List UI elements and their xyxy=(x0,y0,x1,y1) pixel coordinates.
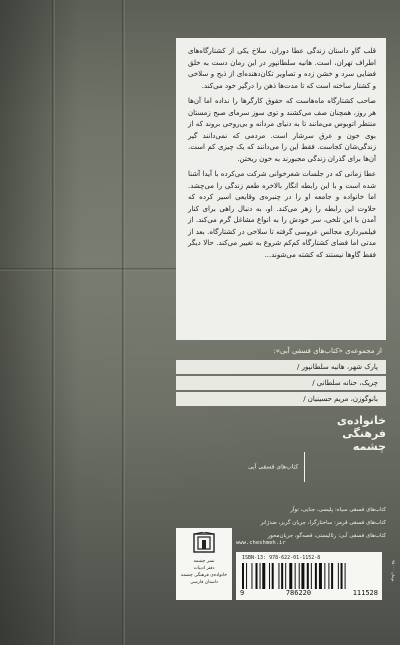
tile-seam xyxy=(52,0,55,645)
logo-line: چشمه xyxy=(352,440,386,453)
barcode-bar xyxy=(246,563,247,589)
tile-seam xyxy=(0,268,176,271)
barcode-bar xyxy=(281,563,283,589)
price-label: ۹۵۰۰۰ تومان xyxy=(391,560,396,582)
barcode-bar xyxy=(315,563,317,589)
isbn-text: ISBN-13: 978-622-01-1152-8 xyxy=(242,555,321,561)
blurb-paragraph: عطا زمانی که در جلسات شعرخوانی شرکت می‌کرده با آیدا آشنا شده است و با این رابطه انگار بالاخره طعم زندگی را می‌چشد. اما خانواده و جامعه او را در چنبره‌ی وقایعی اسیر کرده که حلاوت این رابطه را زهر می‌کند. او، به دنبال راهی برای کنار آمدن با این تلخی، سر خودش را به انواع مشاغل گرم می‌کند. از فیلمبرداری مجالس عروسی گرفته تا سلاخی در کشتارگاه. بعد از مدتی اما فضای کشتارگاه کم‌کم شروع به تغییر می‌کند. حالا دیگر فقط گاوها نیستند که کشته می‌شوند... xyxy=(188,170,376,259)
tile-seam xyxy=(122,0,125,645)
barcode-bar xyxy=(285,563,286,589)
blurb-paragraph: صاحب کشتارگاه ماه‌هاست که حقوق کارگرها را نداده اما آن‌ها هر روز، همچنان صف می‌کشند و توی سوز سرمای صبح زمستان منتظر اتوبوس می‌مانند تا به دنیای مردانه و بی‌روحی بروند که از بوی خون و عرق سرشار است. مردمی که نمی‌دانند گیر زندگی‌شان کجاست. فقط این را می‌دانند که یک چیزی کم است. آن‌ها برای گذران زندگی مجبورند به خون ریختن. xyxy=(188,97,376,163)
barcode-bar xyxy=(341,563,343,589)
barcode-bar xyxy=(262,563,265,589)
publisher-line: دفتر ادبیات xyxy=(193,566,215,571)
barcode-digit: 786220 xyxy=(285,589,312,597)
barcode-bar xyxy=(307,563,309,589)
divider xyxy=(304,452,305,482)
barcode-bar xyxy=(301,563,304,589)
credit-line: کتاب‌های فسقی آبی: رئالیستی، قصه‌گو، جریان‌محور xyxy=(267,533,386,539)
series-list xyxy=(176,344,386,408)
publisher-line: نشر چشمه xyxy=(193,559,215,564)
barcode-bar xyxy=(242,563,244,589)
barcode-icon xyxy=(242,563,376,589)
barcode-bar xyxy=(295,563,296,589)
series-item: پارک شهر، هانیه سلطانپور / xyxy=(176,360,386,374)
barcode-bar xyxy=(311,563,312,589)
credit-line: کتاب‌های فسقی سیاه: پلیسی، جنایی، نوآر xyxy=(290,507,386,513)
barcode-digit: 9 xyxy=(240,589,245,597)
barcode-bar xyxy=(269,563,270,589)
barcode-bar xyxy=(324,563,325,589)
credit-line: کتاب‌های فسقی قرمز: ساختارگرا، جریان گریز، ضدژانر xyxy=(260,520,386,526)
publisher-line: خانواده‌ی فرهنگی چشمه xyxy=(180,573,228,578)
barcode-bar xyxy=(251,563,252,589)
barcode-bar xyxy=(299,563,300,589)
barcode-bar xyxy=(319,563,322,589)
barcode-bar xyxy=(289,563,292,589)
barcode-panel xyxy=(236,552,382,600)
barcode-numbers xyxy=(240,589,378,597)
barcode-bar xyxy=(278,563,279,589)
barcode-bar xyxy=(338,563,339,589)
cheshmeh-icon xyxy=(192,532,216,554)
publisher-box xyxy=(176,528,232,600)
barcode-bar xyxy=(260,563,261,589)
publisher-logo xyxy=(330,414,386,474)
publisher-line: داستان فارسی xyxy=(190,580,218,585)
logo-line: فرهنگی xyxy=(342,427,386,440)
barcode-bar xyxy=(345,563,346,589)
publisher-website[interactable]: www.cheshmeh.ir xyxy=(236,540,286,546)
barcode-bar xyxy=(256,563,258,589)
barcode-bar xyxy=(272,563,274,589)
background-shadow xyxy=(0,0,80,645)
barcode-bar xyxy=(331,563,333,589)
series-item: بانوگوزن، مریم حسینیان / xyxy=(176,392,386,406)
series-item: چریک، حنانه سلطانی / xyxy=(176,376,386,390)
logo-line: خانواده‌ی xyxy=(336,414,386,427)
barcode-bar xyxy=(328,563,329,589)
blurb-panel xyxy=(176,38,386,340)
publisher-text xyxy=(178,558,230,586)
series-label xyxy=(248,452,305,482)
barcode-digit: 111528 xyxy=(352,589,378,597)
series-header: از مجموعه‌ی «کتاب‌های فسقی آبی»: xyxy=(273,347,382,355)
series-label-text: کتاب‌های فسقی آبی xyxy=(248,463,299,471)
blurb-paragraph: قلب گاو داستان زندگی عطا دوران، سلاخ یکی از کشتارگاه‌های اطراف تهران، است. هانیه سلطانپور در این رمان دست به خلق فضایی سرد و خشن زده و تصاویر تکان‌دهنده‌ای از ذبح و سلاخی و کشتار ساخته است که تا مدت‌ها ذهن را درگیر خود می‌کند. xyxy=(188,47,376,90)
